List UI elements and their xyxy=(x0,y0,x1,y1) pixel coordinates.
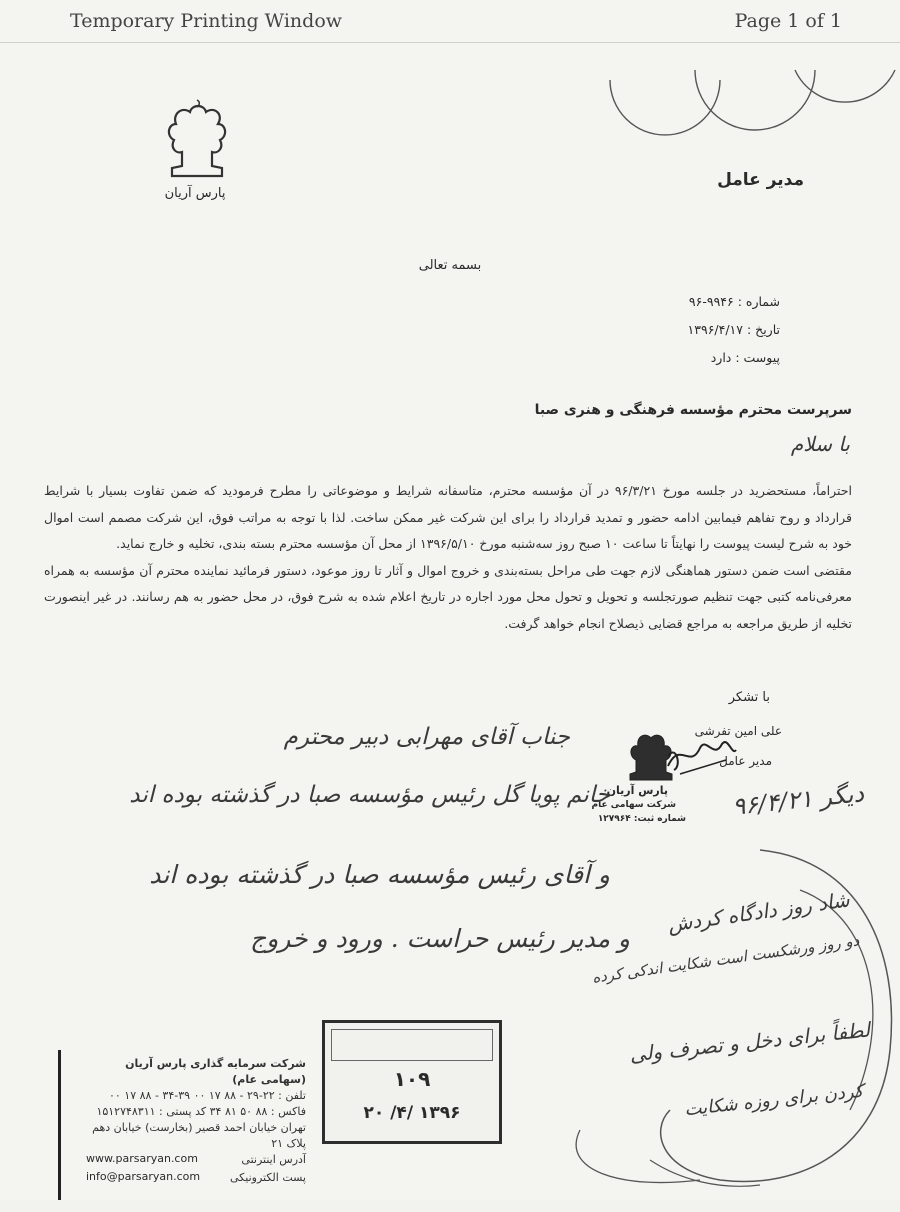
recipient-line: سرپرست محترم مؤسسه فرهنگی و هنری صبا xyxy=(534,402,852,418)
footer-fax: فاکس : ۸۸ ۵۰ ۸۱ ۳۴ کد پستی : ۱۵۱۲۷۴۸۳۱۱ xyxy=(96,1105,306,1118)
received-stamp-box xyxy=(322,1020,502,1144)
footer-website[interactable]: www.parsaryan.com xyxy=(86,1152,198,1165)
footer-phone: تلفن : ۲۲-۲۹ - ۸۸ ۱۷ ۰۰ ۳۹-۳۴ - ۸۸ ۱۷ ۰۰ xyxy=(108,1089,306,1102)
body-paragraph-1: احتراماً، مستحضرید در جلسه مورخ ۹۶/۳/۲۱ در آن مؤسسه محترم، متاسفانه شرایط و موضوعاتی را مطرح فرمودید که ضمن تفاوت بسیار با شرایط قرارداد و روح تفاهم فیمابین ادامه حضور و تمدید قرارداد را برای این شرکت غیر ممکن ساخت. لذا با توجه به مراتب فوق، این شرکت مصمم است اموال خود به شرح لیست پیوست را نهایتاً تا ساعت ۱۰ صبح روز سه‌شنبه مورخ ۱۳۹۶/۵/۱۰ از محل آن مؤسسه محترم بسته بندی، تخلیه و خارج نماید. xyxy=(44,483,852,552)
logo-caption: پارس آریان xyxy=(164,186,226,201)
body-paragraph-2: مقتضی است ضمن دستور هماهنگی لازم جهت طی مراحل بسته‌بندی و خروج اموال و آثار تا روز موعود، دستور فرمائید نماینده محترم آن مؤسسه به همراه معرفی‌نامه کتبی جهت تنظیم صورتجلسه و تحویل و تحول محل مورد اجاره در تاریخ اعلام شده به شرح فوق، در محل حضور به هم رسانند. در غیر اینصورت تخلیه از طریق مراجعه به مراجع قضایی ذیصلاح انجام خواهد گرفت. xyxy=(44,562,852,631)
footer-address: تهران خیابان احمد قصیر (بخارست) خیابان دهم پلاک ۲۱ xyxy=(92,1121,306,1150)
signer-name: علی امین تفرشی xyxy=(694,724,782,738)
footer-web-label: آدرس اینترنتی xyxy=(241,1153,306,1166)
handwritten-circles-decoration xyxy=(500,830,900,1200)
stamp-company-name: پارس آریان xyxy=(606,784,668,797)
role-title: مدیر عامل xyxy=(717,170,804,190)
footer-email-label: پست الکترونیکی xyxy=(230,1171,306,1184)
page-indicator: Page 1 of 1 xyxy=(734,10,842,32)
footer-contact-block xyxy=(86,1056,306,1212)
footer-margin-line xyxy=(58,1050,61,1200)
handwritten-circled-note-3: لطفاً برای دخل و تصرف ولی xyxy=(627,1017,871,1067)
handwritten-date-note: دیگر ۹۶/۴/۲۱ xyxy=(730,779,866,821)
signer-title: مدیر عامل xyxy=(719,754,772,768)
handwritten-note-line-3: و آقای رئیس مؤسسه صبا در گذشته بوده اند xyxy=(149,860,610,889)
stamp-registration: شماره ثبت: ۱۲۷۹۶۴ xyxy=(597,814,686,824)
footer-email[interactable]: info@parsaryan.com xyxy=(86,1170,201,1183)
letter-attachment: پیوست : دارد xyxy=(710,350,780,365)
letter-number: شماره : ۹۹۴۶-۹۶ xyxy=(688,294,780,309)
handwritten-circled-note-1: شاد روز دادگاه کردش xyxy=(666,887,851,937)
stamp-company-type: شرکت سهامی عام xyxy=(591,800,676,810)
received-stamp-date: ۱۳۹۶ /۴/ ۲۰ xyxy=(363,1103,461,1123)
handwritten-circled-note-2: دو روز ورشکست است شکایت اندکی کرده xyxy=(590,931,860,987)
closing-line: با تشکر xyxy=(728,690,770,705)
handwritten-signature xyxy=(660,730,740,780)
handwritten-circled-note-4: کردن برای روزه شکایت xyxy=(683,1080,865,1121)
print-window-title: Temporary Printing Window xyxy=(70,10,343,32)
letter-body xyxy=(44,478,852,638)
pars-aryan-logo-icon xyxy=(160,96,234,182)
handwritten-note-line-1: جناب آقای مهرابی دبیر محترم xyxy=(283,724,570,750)
handwritten-note-line-4: و مدیر رئیس حراست . ورود و خروج xyxy=(250,924,630,953)
salutation: با سلام xyxy=(790,432,850,456)
letterhead-arcs-decoration xyxy=(600,40,900,150)
received-stamp-number: ۱۰۹ xyxy=(393,1067,431,1091)
handwritten-note-line-2: خانم پویا گل رئیس مؤسسه صبا در گذشته بوده اند xyxy=(129,782,610,808)
footer-company-name: شرکت سرمایه گذاری پارس آریان (سهامی عام) xyxy=(125,1057,306,1086)
letter-date: تاریخ : ۱۳۹۶/۴/۱۷ xyxy=(687,322,780,337)
received-stamp-inner-frame xyxy=(331,1029,493,1061)
bismillah: بسمه تعالی xyxy=(418,258,482,273)
